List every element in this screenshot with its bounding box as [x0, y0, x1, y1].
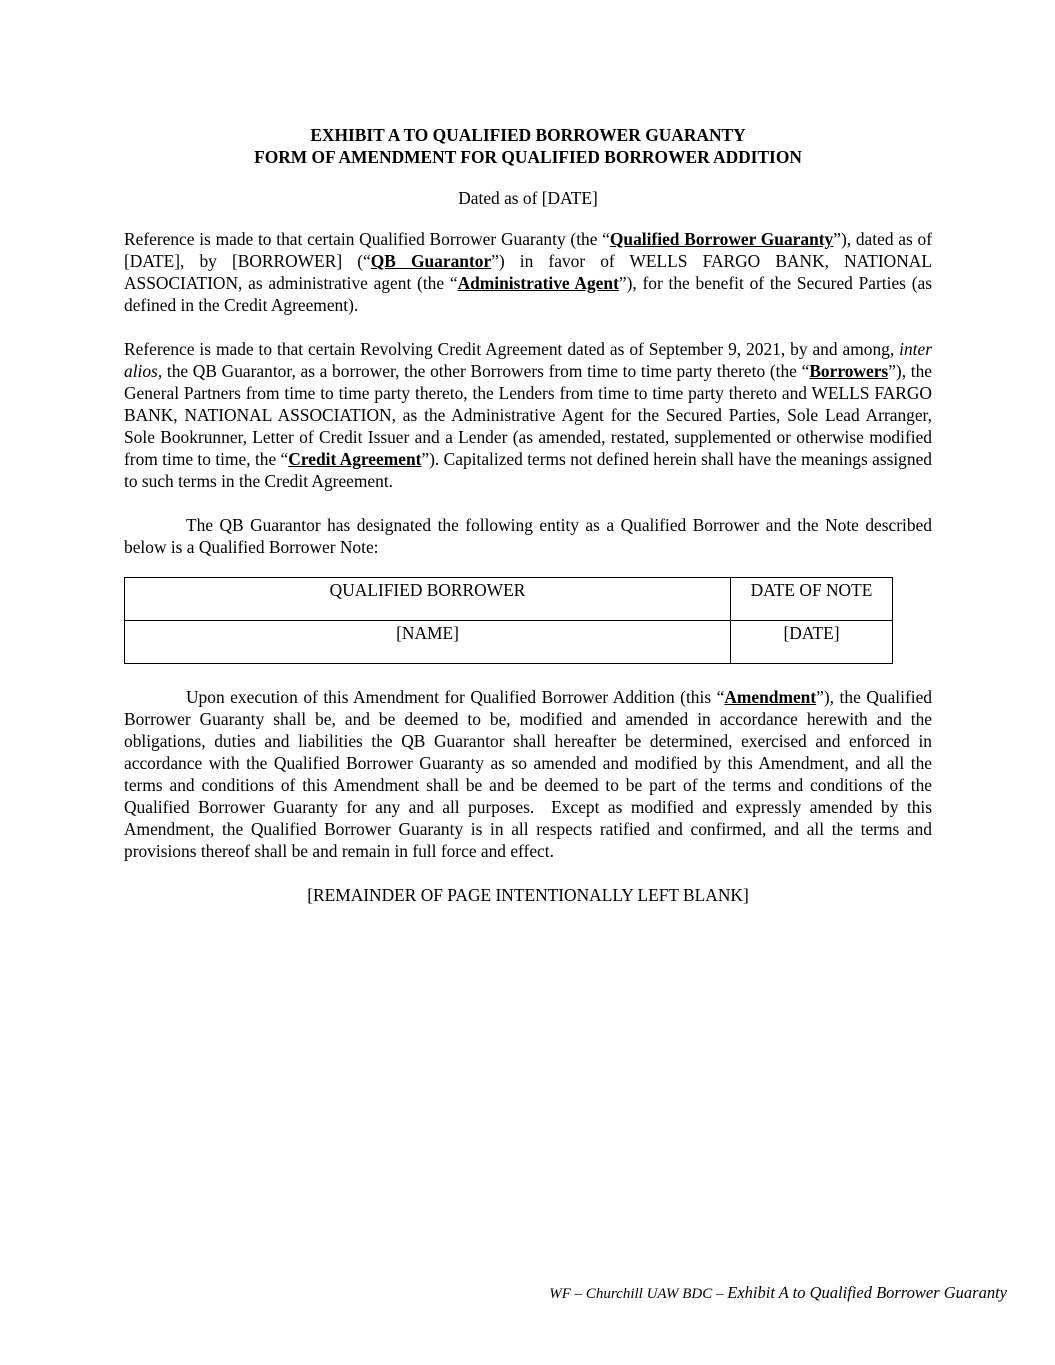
defined-term-amendment: Amendment: [724, 687, 817, 707]
table-header-cell: DATE OF NOTE: [731, 578, 893, 621]
table-header-cell: QUALIFIED BORROWER: [125, 578, 731, 621]
document-title: [124, 124, 932, 168]
title-line-2: FORM OF AMENDMENT FOR QUALIFIED BORROWER ADDITION: [254, 147, 802, 167]
footer-document-name: Exhibit A to Qualified Borrower Guaranty: [727, 1283, 1007, 1302]
footer-deal-name: WF – Churchill UAW BDC –: [549, 1286, 728, 1302]
defined-term-administrative-agent: Administrative Agent: [457, 273, 619, 293]
paragraph-amendment-effect: Upon execution of this Amendment for Qualified Borrower Addition (this “Amendment”), the Qualified Borrower Guaranty shall be, and be deemed to be, modified and amended in accordance herewith and the obligations, duties and liabilities the QB Guarantor shall hereafter be determined, exercised and enforced in accordance with the Qualified Borrower Guaranty as so amended and modified by this Amendment, and all the terms and conditions of this Amendment shall be and be deemed to be part of the terms and conditions of the Qualified Borrower Guaranty for any and all purposes. Except as modified and expressly amended by this Amendment, the Qualified Borrower Guaranty is in all respects ratified and confirmed, and all the terms and provisions thereof shall be and remain in full force and effect.: [124, 687, 932, 861]
defined-term-qb-guarantor: QB Guarantor: [370, 251, 492, 271]
italic-inter-alios: inter alios: [124, 339, 932, 381]
defined-term-qualified-borrower-guaranty: Qualified Borrower Guaranty: [609, 229, 834, 249]
remainder-notice: [REMAINDER OF PAGE INTENTIONALLY LEFT BLANK]: [307, 885, 749, 905]
table-header-row: [125, 578, 893, 621]
table-cell-date: [DATE]: [731, 621, 893, 664]
paragraph-credit-agreement-reference: Reference is made to that certain Revolving Credit Agreement dated as of September 9, 2021, by and among, inter alios, the QB Guarantor, as a borrower, the other Borrowers from time to time party thereto (the “Borrowers”), the General Partners from time to time party thereto, the Lenders from time to time party thereto and WELLS FARGO BANK, NATIONAL ASSOCIATION, as the Administrative Agent for the Secured Parties, Sole Lead Arranger, Sole Bookrunner, Letter of Credit Issuer and a Lender (as amended, restated, supplemented or otherwise modified from time to time, the “Credit Agreement”). Capitalized terms not defined herein shall have the meanings assigned to such terms in the Credit Agreement.: [124, 339, 932, 491]
table-cell-name: [NAME]: [125, 621, 731, 664]
dated-line: Dated as of [DATE]: [458, 188, 598, 208]
defined-term-credit-agreement: Credit Agreement: [288, 449, 422, 469]
paragraph-designation: The QB Guarantor has designated the following entity as a Qualified Borrower and the Note described below is a Qualified Borrower Note:: [124, 515, 932, 557]
qualified-borrower-table: [124, 577, 893, 664]
document-page: [124, 124, 932, 906]
paragraph-guaranty-reference: Reference is made to that certain Qualified Borrower Guaranty (the “Qualified Borrower Guaranty”), dated as of [DATE], by [BORROWER] (“QB Guarantor”) in favor of WELLS FARGO BANK, NATIONAL ASSOCIATION, as administrative agent (the “Administrative Agent”), for the benefit of the Secured Parties (as defined in the Credit Agreement).: [124, 229, 932, 315]
defined-term-borrowers: Borrowers: [809, 361, 889, 381]
title-line-1: EXHIBIT A TO QUALIFIED BORROWER GUARANTY: [310, 125, 746, 145]
table-row: [125, 621, 893, 664]
page-footer: [549, 1283, 1007, 1303]
